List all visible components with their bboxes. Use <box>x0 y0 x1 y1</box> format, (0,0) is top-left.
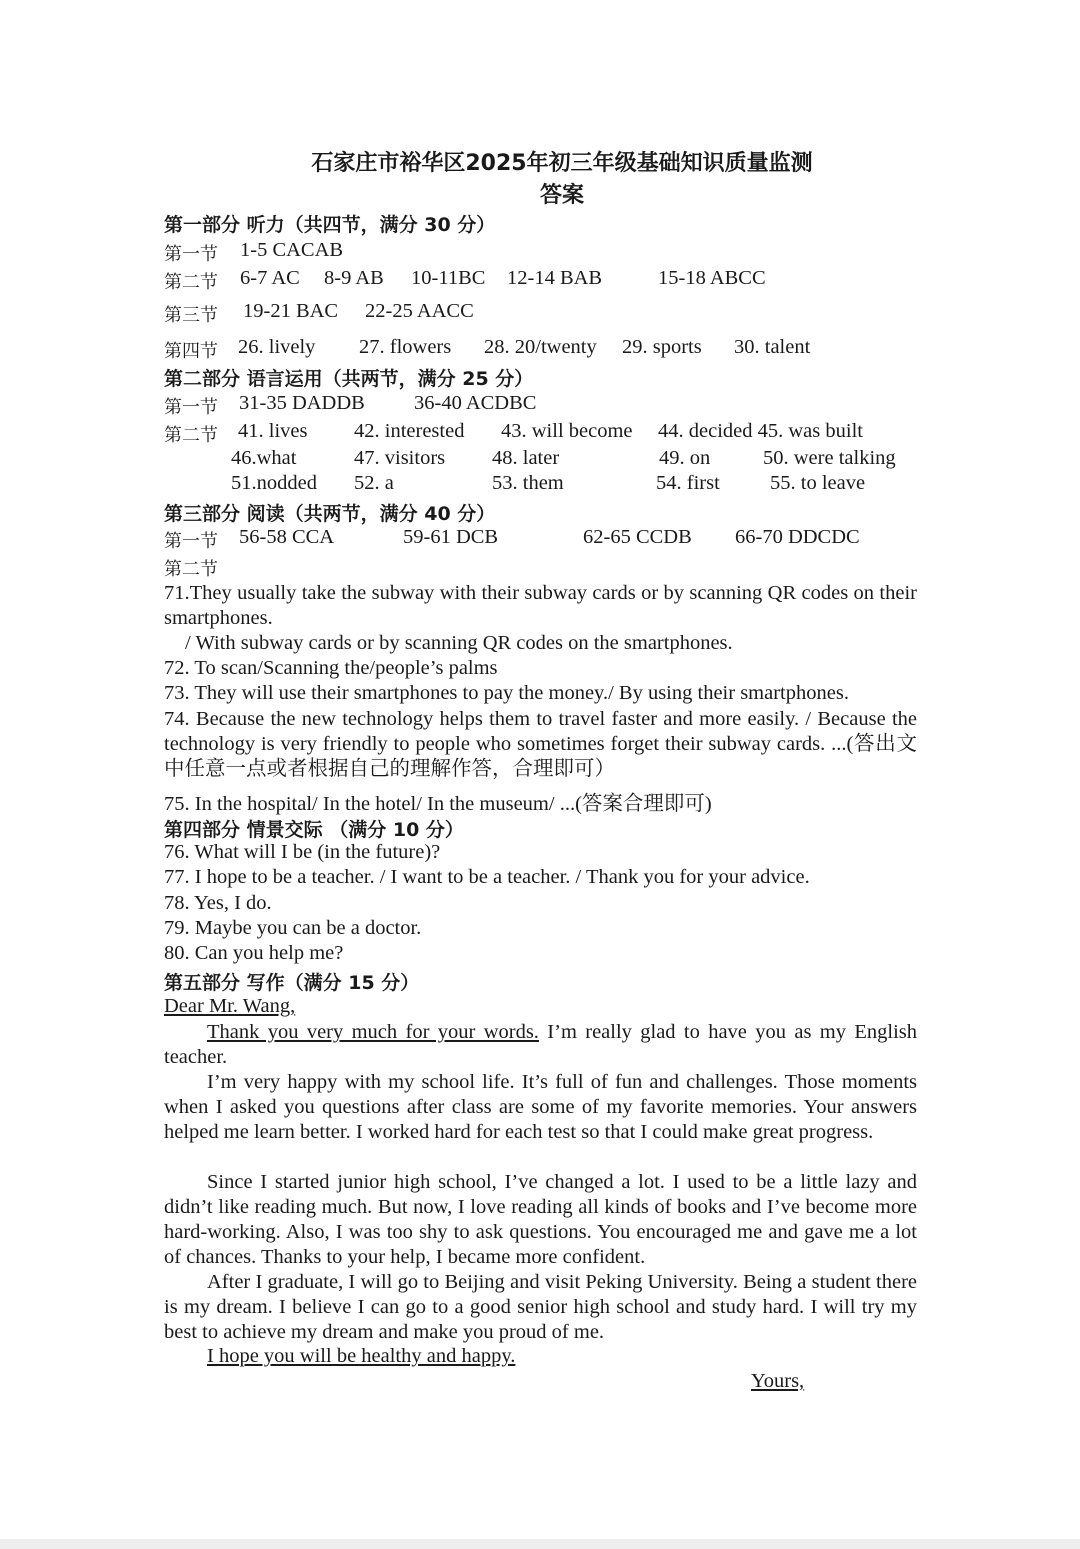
answer-item: 43. will become <box>501 420 633 442</box>
answer-item: 1-5 CACAB <box>240 239 344 261</box>
answer-item: 62-65 CCDB <box>583 526 692 548</box>
answer-item: 36-40 ACDBC <box>414 392 537 414</box>
answer-item: 42. interested <box>354 420 465 442</box>
part1-s4-label: 第四节 <box>164 341 218 362</box>
answer-76: 76. What will I be (in the future)? <box>164 841 441 863</box>
part2-heading: 第二部分 语言运用（共两节，满分 25 分） <box>164 368 534 390</box>
answer-78: 78. Yes, I do. <box>164 892 272 914</box>
part4-heading: 第四部分 情景交际 （满分 10 分） <box>164 819 464 841</box>
answer-item: 27. flowers <box>359 336 452 358</box>
answer-80: 80. Can you help me? <box>164 942 344 964</box>
letter-paragraph-5: I hope you will be healthy and happy. <box>207 1345 516 1367</box>
answer-item: 41. lives <box>238 420 308 442</box>
letter-paragraph-1 <box>164 1020 917 1070</box>
answer-item: 8-9 AB <box>324 267 384 289</box>
answer-item: 22-25 AACC <box>365 300 474 322</box>
answer-item: 6-7 AC <box>240 267 300 289</box>
answer-77: 77. I hope to be a teacher. / I want to be a teacher. / Thank you for your advice. <box>164 866 810 888</box>
answer-item: 28. 20/twenty <box>484 336 597 358</box>
page-bottom-edge <box>0 1539 1080 1549</box>
part1-s3-label: 第三节 <box>164 305 218 326</box>
answer-item: 66-70 DDCDC <box>735 526 860 548</box>
answer-item: 48. later <box>492 447 560 469</box>
answer-75: 75. In the hospital/ In the hotel/ In the museum/ ...(答案合理即可) <box>164 793 712 815</box>
answer-item: 15-18 ABCC <box>658 267 766 289</box>
part3-heading: 第三部分 阅读（共两节，满分 40 分） <box>164 503 496 525</box>
answer-79: 79. Maybe you can be a doctor. <box>164 917 422 939</box>
part2-s2-label: 第二节 <box>164 425 218 446</box>
answer-item: 54. first <box>656 472 720 494</box>
answer-item: 49. on <box>659 447 711 469</box>
answer-item: 46.what <box>231 447 297 469</box>
letter-underlined-sentence: Thank you very much for your words. <box>207 1021 539 1043</box>
answer-item: 19-21 BAC <box>243 300 339 322</box>
answer-item: 52. a <box>354 472 394 494</box>
part1-s2-label: 第二节 <box>164 272 218 293</box>
answer-item: 59-61 DCB <box>403 526 499 548</box>
answer-74: 74. Because the new technology helps them to travel faster and more easily. / Because the technology is very friendly to people who sometimes forget their subway cards. ...(答出文中任意一点或者根据自己的理解作答，合理即可） <box>164 708 917 780</box>
answer-item: 44. decided 45. was built <box>658 420 863 442</box>
answer-item: 50. were talking <box>763 447 896 469</box>
answer-item: 12-14 BAB <box>507 267 603 289</box>
answer-item: 10-11BC <box>411 267 486 289</box>
part1-s1-label: 第一节 <box>164 244 218 265</box>
answer-71-alt: / With subway cards or by scanning QR codes on the smartphones. <box>185 632 733 654</box>
letter-paragraph-3: Since I started junior high school, I’ve changed a lot. I used to be a little lazy and didn’t like reading much. But now, I love reading all kinds of books and I’ve become more hard-working. Also, I was too shy to ask questions. You encouraged me and gave me a lot of chances. Thanks to your help, I became more confident. <box>164 1171 917 1268</box>
answer-item: 31-35 DADDB <box>239 392 365 414</box>
letter-closing: Yours, <box>751 1370 805 1392</box>
answer-73: 73. They will use their smartphones to pay the money./ By using their smartphones. <box>164 682 849 704</box>
answer-item: 51.nodded <box>231 472 317 494</box>
answer-item: 47. visitors <box>354 447 446 469</box>
answer-71: 71.They usually take the subway with their subway cards or by scanning QR codes on their smartphones. <box>164 582 917 629</box>
part1-heading: 第一部分 听力（共四节，满分 30 分） <box>164 214 496 236</box>
part3-s2-label: 第二节 <box>164 559 218 580</box>
letter-paragraph-2: I’m very happy with my school life. It’s full of fun and challenges. Those moments when I asked you questions after class are some of my favorite memories. Your answers helped me learn better. I worked hard for each test so that I could make great progress. <box>164 1071 917 1143</box>
part2-s1-label: 第一节 <box>164 397 218 418</box>
letter-greeting: Dear Mr. Wang, <box>164 995 296 1017</box>
answer-item: 56-58 CCA <box>239 526 335 548</box>
page-subtitle: 答案 <box>539 183 584 208</box>
letter-paragraph-1-rest: I’m really glad to have you as my English teacher. <box>164 1021 917 1068</box>
letter-paragraph-4: After I graduate, I will go to Beijing and visit Peking University. Being a student there is my dream. I believe I can go to a good senior high school and study hard. I will try my best to achieve my dream and make you proud of me. <box>164 1271 917 1343</box>
answer-item: 26. lively <box>238 336 316 358</box>
answer-item: 55. to leave <box>770 472 866 494</box>
page-title: 石家庄市裕华区2025年初三年级基础知识质量监测 <box>311 151 813 176</box>
answer-item: 30. talent <box>734 336 811 358</box>
part5-heading: 第五部分 写作（满分 15 分） <box>164 972 420 994</box>
answer-item: 53. them <box>492 472 564 494</box>
answer-72: 72. To scan/Scanning the/people’s palms <box>164 657 498 679</box>
answer-item: 29. sports <box>622 336 702 358</box>
part3-s1-label: 第一节 <box>164 531 218 552</box>
